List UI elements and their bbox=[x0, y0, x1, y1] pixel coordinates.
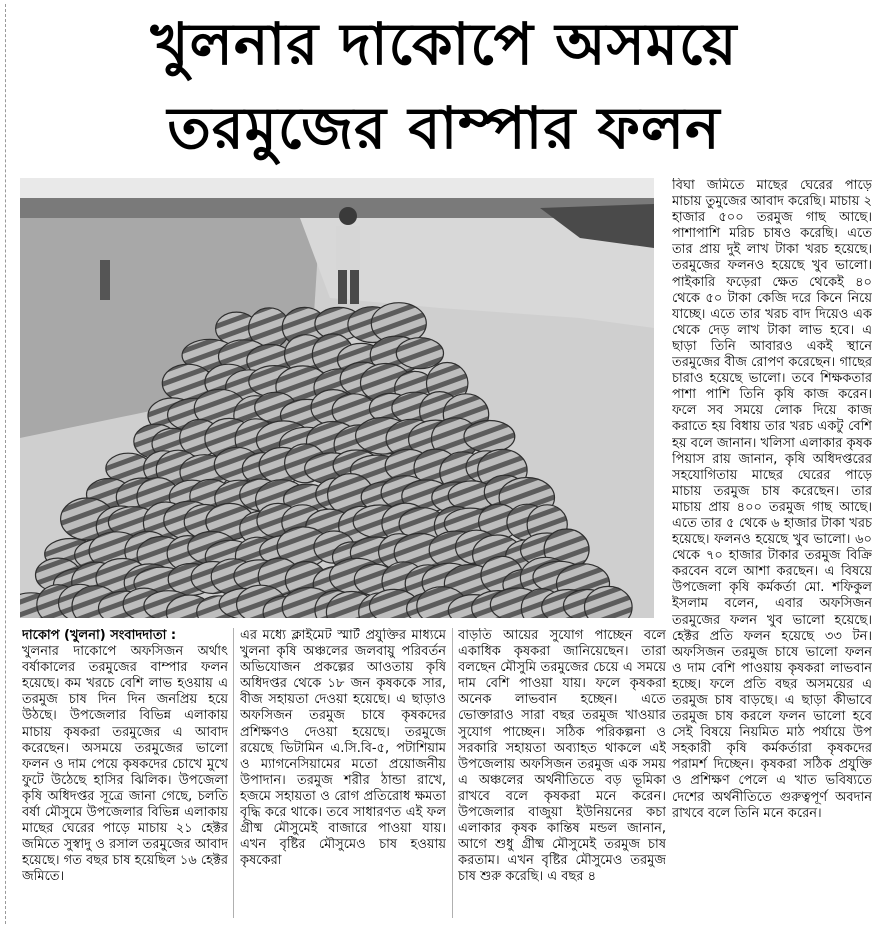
watermelon bbox=[464, 421, 515, 453]
column-rule bbox=[233, 628, 234, 918]
headline bbox=[20, 2, 868, 170]
article-column-2-text: এর মধ্যে ক্লাইমেট স্মার্ট প্রযুক্তির মাধ্যমে খুলনা কৃষি অঞ্চলের জলবায়ু পরিবর্তন অভিযোজন প্রকল্পের আওতায় কৃষি অধিদপ্তর থেকে ১৮ জন কৃষককে সার, বীজ সহায়তা দেওয়া হয়েছে। এ ছাড়াও অফসিজন তরমুজ চাষে কৃষকদের প্রশিক্ষণও দেওয়া হয়েছে। তরমুজে রয়েছে ভিটামিন এ.সি.বি-৫, পটাশিয়াম ও ম্যাগনেসিয়ামের মতো প্রয়োজনীয় উপাদান। তরমুজ শরীর ঠান্ডা রাখে, হজমে সহায়তা ও রোগ প্রতিরোধ ক্ষমতা বৃদ্ধি করে থাকে। তবে সাধারণত এই ফল গ্রীষ্ম মৌসুমেই বাজারে পাওয়া যায়। এখন বৃষ্টির মৌসুমেও চাষ হওয়ায় কৃষকেরা bbox=[240, 628, 446, 869]
clipping-border bbox=[5, 4, 6, 924]
watermelon-pile-illustration bbox=[20, 178, 654, 618]
fence-post bbox=[100, 260, 110, 300]
article-dateline: দাকোপ (খুলনা) সংবাদদাতা : bbox=[22, 628, 177, 643]
article-column-4-text: বিঘা জমিতে মাছের ঘেরের পাড়ে মাচায় তুমুজের আবাদ করেছি। মাচায় ২ হাজার ৫০০ তরমুজ গাছ আছে। পাশাপাশি মরিচ চাষও করেছি। এতে তার প্রায় দুই লাখ টাকা খরচ হয়েছে। তরমুজের ফলনও হয়েছে খুব ভালো। পাইকারি ফড়েরা ক্ষেত থেকেই ৪০ থেকে ৫০ টাকা কেজি দরে কিনে নিয়ে যাচ্ছে। এতে তার খরচ বাদ দিয়েও এক থেকে দেড় লাখ টাকা লাভ হবে। এ ছাড়া তিনি আবারও একই স্থানে তরমুজের বীজ রোপণ করেছেন। গাছের চারাও হয়েছে ভালো। তবে শিক্ষকতার পাশা পাশি তিনি কৃষি কাজ করেন। ফলে সব সময়ে লোক দিয়ে কাজ করাতে হয় বিধায় তার খরচ একটু বেশি হয় বলে জানান। খলিসা এলাকার কৃষক পিয়াস রায় জানান, কৃষি অধিদপ্তরের সহযোগিতায় মাছের ঘেরের পাড়ে মাচায় তরমুজ চাষ করেছেন। তার মাচায় প্রায় ৪০০ তরমুজ গাছ আছে। এতে তার ৫ থেকে ৬ হাজার টাকা খরচ হয়েছে। ফলনও হয়েছে খুব ভালো। ৬০ থেকে ৭০ হাজার টাকার তরমুজ বিক্রি করবেন বলে আশা করছেন। এ বিষয়ে উপজেলা কৃষি কর্মকর্তা মো. শফিকুল ইসলাম বলেন, এবার অফসিজন তরমুজের ফলন খুব ভালো হয়েছে। হেক্টর প্রতি ফলন হয়েছে ৩৩ টন। অফসিজন তরমুজ চাষে ভালো ফলন ও দাম বেশি পাওয়ায় কৃষকরা লাভবান হচ্ছে। ফলে প্রতি বছর অসময়ের এ তরমুজ চাষ বাড়ছে। এ ছাড়া কীভাবে তরমুজ চাষ করলে ফলন ভালো হবে সেই বিষয়ে নিয়মিত মাঠ পর্যায়ে উপ সহকারী কৃষি কর্মকর্তারা কৃষকদের পরামর্শ দিচ্ছেন। কৃষকরা সঠিক প্রযুক্তি ও প্রশিক্ষণ পেলে এ খাত ভবিষ্যতে দেশের অর্থনীতিতে গুরুত্বপূর্ণ অবদান রাখবে বলে তিনি মনে করেন। bbox=[672, 178, 872, 821]
article-column-3 bbox=[458, 628, 666, 920]
article-column-4 bbox=[672, 178, 872, 920]
article-column-1 bbox=[22, 628, 228, 920]
column-rule bbox=[452, 628, 453, 918]
headline-line-1: খুলনার দাকোপে অসময়ে bbox=[150, 10, 738, 78]
watermelon-photo bbox=[20, 178, 654, 618]
watermelon bbox=[396, 338, 443, 369]
headline-line-2: তরমুজের বাম্পার ফলন bbox=[167, 94, 721, 162]
article-column-3-text: বাড়তি আয়ের সুযোগ পাচ্ছেন বলে একাধিক কৃষকরা জানিয়েছেন। তারা বলছেন মৌসুমি তরমুজের চেয়ে এ সময়ে দাম বেশি পাওয়া যায়। ফলে কৃষকরা অনেক লাভবান হচ্ছেন। এতে ভোক্তারাও সারা বছর তরমুজ খাওয়ার সুযোগ পাচ্ছেন। সঠিক পরিকল্পনা ও সরকারি সহায়তা অব্যাহত থাকলে এই উপজেলায় অফসিজন তরমুজ এক সময় এ অঞ্চলের অর্থনীতিতে বড় ভূমিকা রাখবে বলে কৃষকরা মনে করেন। উপজেলার বাজুয়া ইউনিয়নের কচা এলাকার কৃষক কান্তিষ মন্ডল জানান, আগে শুধু গ্রীষ্ম মৌসুমেই তরমুজ চাষ করতাম। এখন বৃষ্টির মৌসুমেও তরমুজ চাষ শুরু করেছি। এ বছর ৪ bbox=[458, 628, 666, 885]
article-column-1-text: খুলনার দাকোপে অফসিজন অর্থাৎ বর্ষাকালের তরমুজের বাম্পার ফলন হয়েছে। কম খরচে বেশি লাভ হওয়ায় এ তরমুজ চাষ দিন দিন জনপ্রিয় হয়ে উঠছে। উপজেলার বিভিন্ন এলাকায় মাচায় কৃষকরা তরমুজের এ আবাদ করেছেন। অসময়ে তরমুজের ভালো ফলন ও দাম পেয়ে কৃষকদের চোখে মুখে ফুটে উঠেছে হাসির ঝিলিক। উপজেলা কৃষি অধিদপ্তর সূত্রে জানা গেছে, চলতি বর্ষা মৌসুমে উপজেলার বিভিন্ন এলাকায় মাছের ঘেরের পাড়ে মাচায় ২১ হেক্টর জমিতে সুস্বাদু ও রসাল তরমুজের আবাদ হয়েছে। গত বছর চাষ হয়েছিল ১৬ হেক্টর জমিতে। bbox=[22, 644, 228, 885]
article-column-2 bbox=[240, 628, 446, 920]
